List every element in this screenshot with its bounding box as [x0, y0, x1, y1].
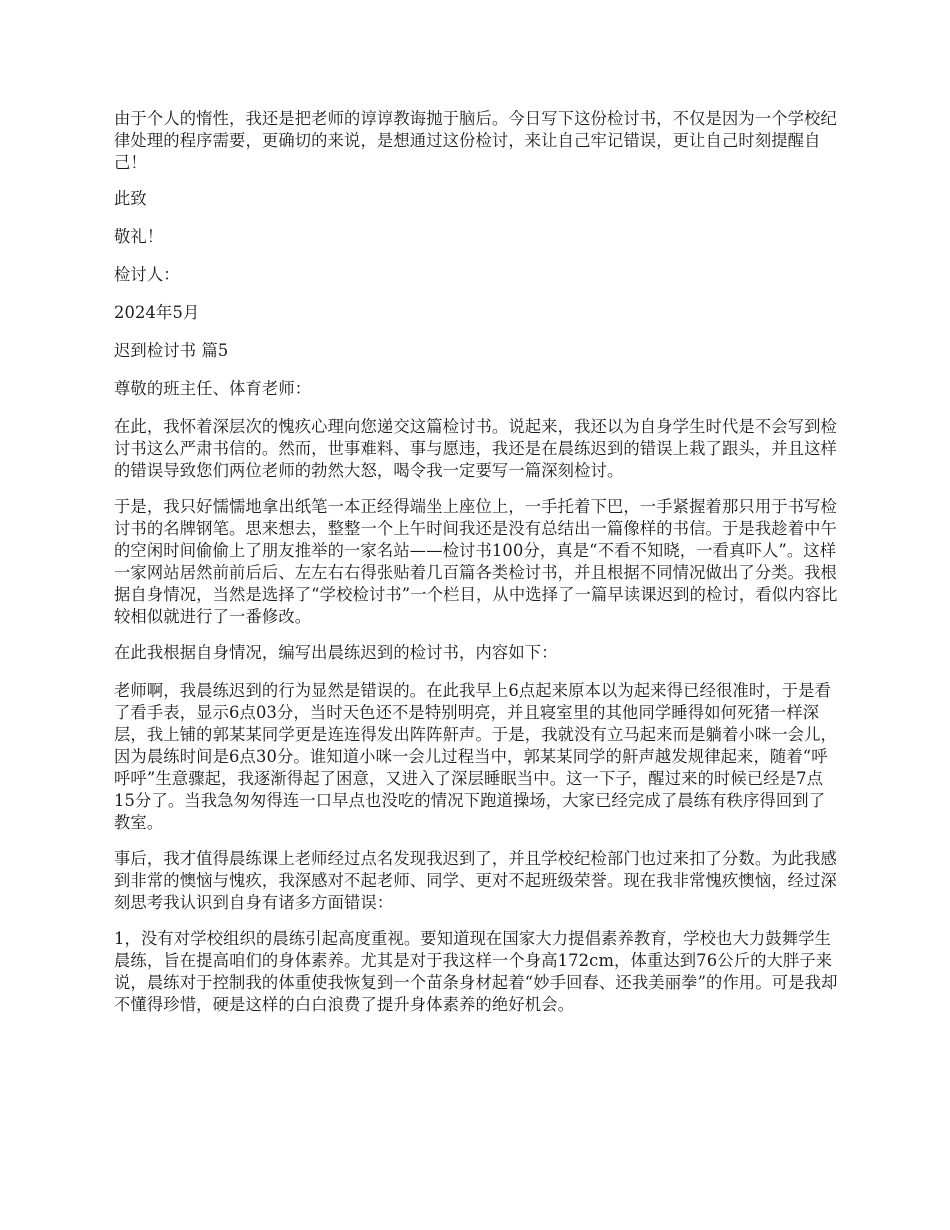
closing-regards: 敬礼！ — [114, 227, 164, 246]
document-date: 2024年5月 — [114, 303, 200, 322]
paragraph-body-6: 1，没有对学校组织的晨练引起高度重视。要知道现在国家大力提倡素养教育，学校也大力鼓舞学生晨练，旨在提高咱们的身体素养。尤其是对于我这样一个身高172cm，体重达到76公斤的大胖子来说，晨练对于控制我的体重使我恢复到一个苗条身材起着“妙手回春、还我美丽拳”的作用。可是我却不懂得珍惜，硬是这样的白白浪费了提升身体素养的绝好机会。 — [114, 929, 838, 1014]
signature-label: 检讨人： — [114, 265, 180, 284]
section-heading: 迟到检讨书 篇5 — [114, 341, 229, 360]
document-page — [114, 108, 840, 1030]
paragraph-intro: 由于个人的惰性，我还是把老师的谆谆教诲抛于脑后。今日写下这份检讨书，不仅是因为一个学校纪律处理的程序需要，更确切的来说，是想通过这份检讨，来让自己牢记错误，更让自己时刻提醒自己！ — [114, 109, 837, 172]
closing-salutation: 此致 — [114, 189, 147, 208]
paragraph-body-1: 在此，我怀着深层次的愧疚心理向您递交这篇检讨书。说起来，我还以为自身学生时代是不会写到检讨书这么严肃书信的。然而，世事难料、事与愿违，我还是在晨练迟到的错误上栽了跟头，并且这样的错误导致您们两位老师的勃然大怒，喝令我一定要写一篇深刻检讨。 — [114, 417, 837, 480]
paragraph-body-2: 于是，我只好懦懦地拿出纸笔一本正经得端坐上座位上，一手托着下巴，一手紧握着那只用于书写检讨书的名牌钢笔。思来想去，整整一个上午时间我还是没有总结出一篇像样的书信。于是我趁着中午的空闲时间偷偷上了朋友推举的一家名站——检讨书100分，真是“不看不知晓，一看真吓人”。这样一家网站居然前前后后、左左右右得张贴着几百篇各类检讨书，并且根据不同情况做出了分类。我根据自身情况，当然是选择了“学校检讨书”一个栏目，从中选择了一篇早读课迟到的检讨，看似内容比较相似就进行了一番修改。 — [114, 497, 838, 626]
paragraph-body-5: 事后，我才值得晨练课上老师经过点名发现我迟到了，并且学校纪检部门也过来扣了分数。为此我感到非常的懊恼与愧疚，我深感对不起老师、同学、更对不起班级荣誉。现在我非常愧疚懊恼，经过深刻思考我认识到自身有诸多方面错误： — [114, 849, 837, 912]
paragraph-body-3: 在此我根据自身情况，编写出晨练迟到的检讨书，内容如下： — [114, 643, 558, 662]
greeting: 尊敬的班主任、体育老师： — [114, 379, 312, 398]
paragraph-body-4: 老师啊，我晨练迟到的行为显然是错误的。在此我早上6点起来原本以为起来得已经很准时，于是看了看手表，显示6点03分，当时天色还不是特别明亮，并且寝室里的其他同学睡得如何死猪一样深层，我上铺的郭某某同学更是连连得发出阵阵鼾声。于是，我就没有立马起来而是躺着小咪一会儿，因为晨练时间是6点30分。谁知道小咪一会儿过程当中，郭某某同学的鼾声越发规律起来，随着“呼呼呼”生意骤起，我逐渐得起了困意，又进入了深层睡眠当中。这一下子，醒过来的时候已经是7点15分了。当我急匆匆得连一口早点也没吃的情况下跑道操场，大家已经完成了晨练有秩序得回到了教室。 — [114, 681, 837, 832]
